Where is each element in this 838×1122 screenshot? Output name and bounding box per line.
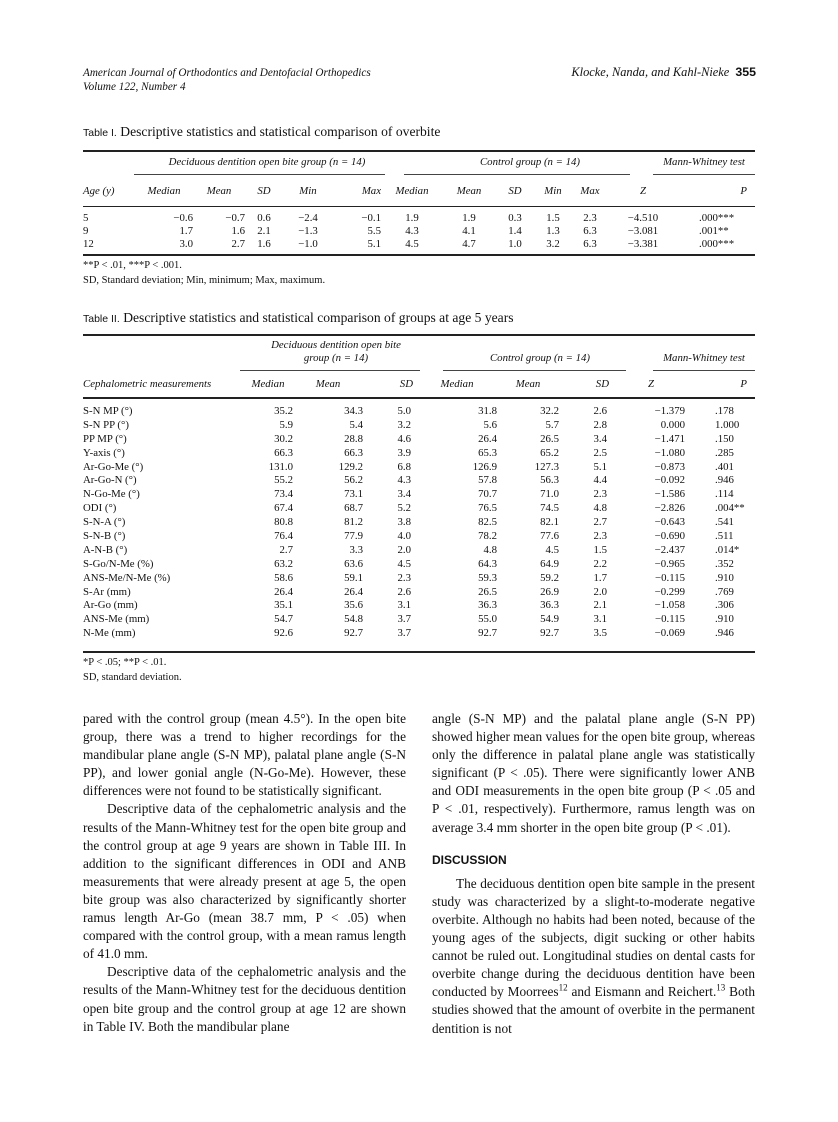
table-row: [83, 557, 755, 571]
cell: .014*: [715, 543, 740, 556]
table2-group-control: Control group (n = 14): [489, 352, 591, 364]
cell: 2.3: [593, 488, 607, 501]
cell: 4.1: [462, 224, 476, 237]
table-row: [83, 404, 755, 418]
cell: −1.586: [654, 488, 685, 501]
cell: 3.2: [397, 418, 411, 431]
col-median: Median: [147, 185, 181, 197]
table2-significance-note: *P < .05; **P < .01.: [83, 657, 167, 668]
cell: 4.0: [397, 529, 411, 542]
cell: 28.8: [344, 432, 363, 445]
section-heading-discussion: DISCUSSION: [432, 852, 507, 867]
cell: .285: [715, 446, 734, 459]
cell: 78.2: [478, 529, 497, 542]
cell: 2.6: [593, 404, 607, 417]
cell: 67.4: [274, 502, 293, 515]
col-sd: SD: [399, 377, 413, 390]
cell: 0.3: [508, 211, 522, 224]
cell: −1.080: [654, 446, 685, 459]
cell: 5.9: [279, 418, 293, 431]
cell: .946: [715, 474, 734, 487]
cell: 66.3: [274, 446, 293, 459]
cell: 65.3: [478, 446, 497, 459]
table-row: [83, 211, 755, 224]
cell: S-N-A (°): [83, 516, 126, 529]
cell: 26.5: [478, 585, 497, 598]
cell: −0.1: [361, 211, 381, 224]
col-mean: Mean: [315, 377, 341, 390]
cell: 2.5: [593, 446, 607, 459]
cell: 3.1: [593, 613, 607, 626]
cell: 1.9: [462, 211, 476, 224]
text: and Eismann and Reichert.: [567, 984, 717, 1000]
cell: .114: [715, 488, 734, 501]
col-p: P: [740, 377, 747, 390]
cell: 4.5: [545, 543, 559, 556]
cell: 66.3: [344, 446, 363, 459]
cell: 3.4: [593, 432, 607, 445]
cell: 6.3: [583, 237, 597, 250]
cell: 3.9: [397, 446, 411, 459]
cell: 26.9: [540, 585, 559, 598]
paragraph: Descriptive data of the cephalometric analysis and the results of the Mann-Whitney test for the open bite group and the control group at age 9 years are shown in Table III. In addition to the significant differences in ODI and ANB measurements that were already present at age 5, the open bite group was also characterized by significantly shorter ramus length Ar-Go (mean 38.7 mm, P < .05) when compared with the control group, with a mean ramus length of 41.0 mm.: [83, 801, 406, 962]
col-p: P: [740, 185, 747, 197]
cell: 3.7: [397, 613, 411, 626]
cell: 5.7: [545, 418, 559, 431]
cell: 63.2: [274, 557, 293, 570]
cell: 4.4: [593, 474, 607, 487]
cell: 26.4: [344, 585, 363, 598]
cell: −0.299: [654, 585, 685, 598]
table1-top-rule: [83, 150, 755, 152]
cell: N-Me (mm): [83, 627, 136, 640]
cell: 5.0: [397, 404, 411, 417]
cell: .401: [715, 460, 734, 473]
cell: 92.7: [344, 627, 363, 640]
cell: .178: [715, 404, 734, 417]
table-row: [83, 626, 755, 640]
table2-abbrev-note: SD, standard deviation.: [83, 672, 182, 683]
table2-label: Table II.: [83, 313, 120, 325]
cell: 1.4: [508, 224, 522, 237]
cell: 35.6: [344, 599, 363, 612]
table-row: [83, 598, 755, 612]
cell: 56.3: [540, 474, 559, 487]
col-median: Median: [440, 377, 474, 390]
cell: 6.8: [397, 460, 411, 473]
cell: 3.3: [349, 543, 363, 556]
cell: 1.7: [593, 571, 607, 584]
cell: 1.0: [508, 237, 522, 250]
cell: 56.2: [344, 474, 363, 487]
cell: 2.8: [593, 418, 607, 431]
table1-header-row: [83, 180, 755, 202]
col-measurement: Cephalometric measurements: [83, 377, 212, 390]
table2: [83, 375, 755, 403]
cell: 2.7: [593, 516, 607, 529]
cell: 4.8: [483, 543, 497, 556]
cell: .769: [715, 585, 734, 598]
text: The deciduous dentition open bite sample in the present study was characterized by a slight-to-moderate negative overbite. Although no habits had been noted, because of the young ages of the subjects, digit sucking or other habits cannot be ruled out. Longitudinal studies on dental casts for overbite change during the deciduous dentition have been conducted by Moorrees: [432, 875, 755, 1000]
table2-title: Descriptive statistics and statistical comparison of groups at age 5 years: [123, 310, 514, 325]
table-row: [83, 487, 755, 501]
table-row: [83, 418, 755, 432]
cell: 36.3: [478, 599, 497, 612]
cell: 2.1: [257, 224, 271, 237]
cell: 131.0: [268, 460, 293, 473]
cell: 2.2: [593, 557, 607, 570]
cell: 2.3: [397, 571, 411, 584]
cell: 2.1: [593, 599, 607, 612]
cell: 0.6: [257, 211, 271, 224]
cell: 73.1: [344, 488, 363, 501]
col-mean: Mean: [456, 185, 482, 197]
cell: 5.1: [367, 237, 381, 250]
table2-group-open-bite: [246, 339, 426, 365]
table1-bottom-rule: [83, 254, 755, 256]
col-min: Min: [544, 185, 562, 197]
cell: 64.3: [478, 557, 497, 570]
cell: .150: [715, 432, 734, 445]
cell: 5.5: [367, 224, 381, 237]
table1-group-mann-whitney: Mann-Whitney test: [663, 156, 745, 168]
cell: 127.3: [534, 460, 559, 473]
cell: 74.5: [540, 502, 559, 515]
cell: 54.9: [540, 613, 559, 626]
cell: 55.2: [274, 474, 293, 487]
cell: 2.7: [231, 237, 245, 250]
cell: 4.3: [397, 474, 411, 487]
journal-name: American Journal of Orthodontics and Dentofacial Orthopedics: [83, 67, 371, 79]
cell: 92.6: [274, 627, 293, 640]
cell: 1.6: [231, 224, 245, 237]
cell: 4.5: [397, 557, 411, 570]
table2-group2-underline: [443, 370, 626, 371]
table2-bottom-rule: [83, 651, 755, 653]
cell: 58.6: [274, 571, 293, 584]
cell: −1.379: [654, 404, 685, 417]
page-number: 355: [735, 65, 756, 79]
cell: 73.4: [274, 488, 293, 501]
cell: 1.6: [257, 237, 271, 250]
cell: −0.115: [655, 613, 685, 626]
cell: Ar-Go (mm): [83, 599, 138, 612]
cell: .352: [715, 557, 734, 570]
cell: 26.4: [274, 585, 293, 598]
table2-group3-underline: [653, 370, 755, 371]
cell: 92.7: [478, 627, 497, 640]
table1-group3-underline: [653, 174, 755, 175]
cell: .946: [715, 627, 734, 640]
cell: −1.3: [298, 224, 318, 237]
table2-group1-line1: Deciduous dentition open bite: [271, 339, 401, 351]
table2-header-row: [83, 375, 755, 392]
cell: 5.2: [397, 502, 411, 515]
cell: −3.381: [627, 237, 659, 250]
cell: 3.7: [397, 627, 411, 640]
cell: .000***: [699, 237, 735, 250]
citation: 13: [716, 982, 726, 993]
cell: 76.5: [478, 502, 497, 515]
cell: 1.5: [593, 543, 607, 556]
table2-body: [83, 404, 755, 640]
cell: 82.5: [478, 516, 497, 529]
table2-group1-line2: group (n = 14): [303, 352, 369, 364]
cell: −0.069: [654, 627, 685, 640]
table-row: [83, 515, 755, 529]
table-row: [83, 473, 755, 487]
cell: 3.4: [397, 488, 411, 501]
cell: 1.9: [405, 211, 419, 224]
cell: −0.6: [173, 211, 193, 224]
cell: N-Go-Me (°): [83, 488, 140, 501]
table-row: [83, 612, 755, 626]
cell: 5.4: [349, 418, 363, 431]
cell: 126.9: [472, 460, 497, 473]
cell: .000***: [699, 211, 735, 224]
cell: 81.2: [344, 516, 363, 529]
col-sd: SD: [508, 185, 522, 197]
cell: −2.4: [298, 211, 318, 224]
cell: 35.1: [274, 599, 293, 612]
cell: −0.690: [654, 529, 685, 542]
cell: 2.3: [593, 529, 607, 542]
col-z: Z: [647, 377, 654, 390]
cell: 1.7: [179, 224, 193, 237]
cell: 6.3: [583, 224, 597, 237]
cell: .541: [715, 516, 734, 529]
cell: 57.8: [478, 474, 497, 487]
table2-group1-underline: [240, 370, 420, 371]
paragraph: pared with the control group (mean 4.5°). In the open bite group, there was a trend to higher recordings for the mandibular plane angle (S-N MP), palatal plane angle (S-N PP), and lower gonial angle (N-Go-Me). However, these differences were not found to be statistically significant.: [83, 711, 406, 799]
col-sd: SD: [257, 185, 271, 197]
cell: 68.7: [344, 502, 363, 515]
col-sd: SD: [595, 377, 609, 390]
cell: 3.8: [397, 516, 411, 529]
cell: 3.0: [179, 237, 193, 250]
cell: A-N-B (°): [83, 543, 128, 556]
table-row: [83, 460, 755, 474]
cell: 80.8: [274, 516, 293, 529]
cell: 2.6: [397, 585, 411, 598]
col-median: Median: [395, 185, 429, 197]
cell: −2.826: [654, 502, 685, 515]
cell: 5.1: [593, 460, 607, 473]
cell: .004**: [715, 502, 745, 515]
cell: 2.0: [397, 543, 411, 556]
paragraph: Descriptive data of the cephalometric analysis and the results of the Mann-Whitney test for the deciduous dentition open bite group and the control group at age 12 are shown in Table IV. Both the mandibular plane: [83, 964, 406, 1034]
table-row: [83, 224, 755, 237]
cell: 59.1: [344, 571, 363, 584]
table1-header-rule: [83, 206, 755, 208]
col-mean: Mean: [206, 185, 232, 197]
cell: S-Ar (mm): [83, 585, 131, 598]
table2-caption: [83, 310, 514, 326]
table-row: [83, 432, 755, 446]
table-row: [83, 543, 755, 557]
paragraph: angle (S-N MP) and the palatal plane angle (S-N PP) showed higher mean values for the open bite group, whereas only the difference in palatal plane angle was statistically significant (P < .05). There were significantly lower ANB and ODI measurements in the open bite group (P < .05 and P < .01, respectively). Furthermore, ramus length was on average 3.4 mm shorter in the open bite group (P < .01).: [432, 711, 755, 835]
cell: 64.9: [540, 557, 559, 570]
cell: 5: [83, 211, 89, 224]
cell: .306: [715, 599, 734, 612]
cell: S-N PP (°): [83, 418, 129, 431]
table1-group1-underline: [134, 174, 385, 175]
col-max: Max: [361, 185, 381, 197]
table-row: [83, 446, 755, 460]
col-age: Age (y): [83, 185, 115, 197]
table1-label: Table I.: [83, 127, 117, 139]
cell: 63.6: [344, 557, 363, 570]
cell: 5.6: [483, 418, 497, 431]
cell: 0.000: [660, 418, 685, 431]
table1-group-open-bite: Deciduous dentition open bite group (n = 14): [168, 156, 366, 168]
cell: 2.0: [593, 585, 607, 598]
col-max: Max: [580, 185, 600, 197]
table1-title: Descriptive statistics and statistical comparison of overbite: [120, 124, 441, 139]
table1-group-control: Control group (n = 14): [479, 156, 581, 168]
col-median: Median: [251, 377, 285, 390]
cell: 26.5: [540, 432, 559, 445]
table-row: [83, 585, 755, 599]
table1-abbrev-note: SD, Standard deviation; Min, minimum; Max, maximum.: [83, 275, 326, 286]
table1-caption: [83, 124, 440, 140]
cell: ANS-Me/N-Me (%): [83, 571, 171, 584]
body-right-column: [432, 710, 755, 1038]
cell: Ar-Go-Me (°): [83, 460, 144, 473]
cell: .001**: [699, 224, 729, 237]
cell: Y-axis (°): [83, 446, 125, 459]
cell: 4.8: [593, 502, 607, 515]
cell: ANS-Me (mm): [83, 613, 150, 626]
table-row: [83, 571, 755, 585]
cell: 77.6: [540, 529, 559, 542]
cell: 35.2: [274, 404, 293, 417]
table1: [83, 180, 755, 250]
cell: .910: [715, 613, 734, 626]
authors: Klocke, Nanda, and Kahl-Nieke: [571, 65, 730, 79]
cell: .511: [715, 529, 734, 542]
cell: 4.3: [405, 224, 419, 237]
cell: −0.7: [225, 211, 245, 224]
cell: −4.510: [627, 211, 659, 224]
cell: −0.643: [654, 516, 685, 529]
cell: 1.5: [546, 211, 560, 224]
cell: −1.058: [654, 599, 685, 612]
cell: Ar-Go-N (°): [83, 474, 137, 487]
cell: 9: [83, 224, 89, 237]
citation: 12: [558, 982, 568, 993]
col-min: Min: [299, 185, 317, 197]
cell: 65.2: [540, 446, 559, 459]
cell: 3.5: [593, 627, 607, 640]
cell: 129.2: [338, 460, 363, 473]
cell: −2.437: [654, 543, 685, 556]
cell: ODI (°): [83, 502, 117, 515]
cell: 4.7: [462, 237, 476, 250]
cell: .910: [715, 571, 734, 584]
cell: 3.2: [546, 237, 560, 250]
cell: S-N MP (°): [83, 404, 133, 417]
table-row: [83, 237, 755, 250]
cell: −0.115: [655, 571, 685, 584]
cell: 77.9: [344, 529, 363, 542]
table2-header-rule: [83, 397, 755, 399]
cell: 36.3: [540, 599, 559, 612]
text: Both studies showed that the amount of overbite in the permanent dentition is not: [432, 984, 756, 1036]
cell: 1.3: [546, 224, 560, 237]
table2-footnotes: [83, 655, 182, 685]
body-left-column: [83, 710, 406, 1036]
cell: 3.1: [397, 599, 411, 612]
cell: 4.5: [405, 237, 419, 250]
cell: −3.081: [627, 224, 659, 237]
cell: 92.7: [540, 627, 559, 640]
running-header-journal: [83, 66, 371, 94]
cell: 59.2: [540, 571, 559, 584]
cell: 82.1: [540, 516, 559, 529]
table-row: [83, 501, 755, 515]
cell: −1.0: [298, 237, 318, 250]
cell: 54.8: [344, 613, 363, 626]
cell: −0.092: [654, 474, 685, 487]
table-row: [83, 529, 755, 543]
table1-footnotes: [83, 258, 325, 288]
cell: 4.6: [397, 432, 411, 445]
cell: 55.0: [478, 613, 497, 626]
cell: 2.7: [279, 543, 293, 556]
cell: 70.7: [478, 488, 497, 501]
journal-volume: Volume 122, Number 4: [83, 81, 186, 93]
cell: 1.000: [715, 418, 740, 431]
cell: 76.4: [274, 529, 293, 542]
cell: 2.3: [583, 211, 597, 224]
col-mean: Mean: [515, 377, 541, 390]
running-header-authors: [571, 65, 756, 80]
cell: 12: [83, 237, 94, 250]
cell: S-Go/N-Me (%): [83, 557, 154, 570]
cell: 71.0: [540, 488, 559, 501]
cell: −1.471: [654, 432, 685, 445]
cell: −0.965: [654, 557, 685, 570]
col-z: Z: [639, 185, 646, 197]
cell: 32.2: [540, 404, 559, 417]
cell: 30.2: [274, 432, 293, 445]
cell: 54.7: [274, 613, 293, 626]
table2-top-rule: [83, 334, 755, 336]
table1-significance-note: **P < .01, ***P < .001.: [83, 260, 182, 271]
table1-group2-underline: [404, 174, 630, 175]
cell: 26.4: [478, 432, 497, 445]
cell: S-N-B (°): [83, 529, 126, 542]
cell: 59.3: [478, 571, 497, 584]
paragraph: [432, 875, 755, 1038]
cell: 34.3: [344, 404, 363, 417]
cell: −0.873: [654, 460, 685, 473]
cell: PP MP (°): [83, 432, 127, 445]
table2-group-mann-whitney: Mann-Whitney test: [663, 352, 745, 364]
cell: 31.8: [478, 404, 497, 417]
